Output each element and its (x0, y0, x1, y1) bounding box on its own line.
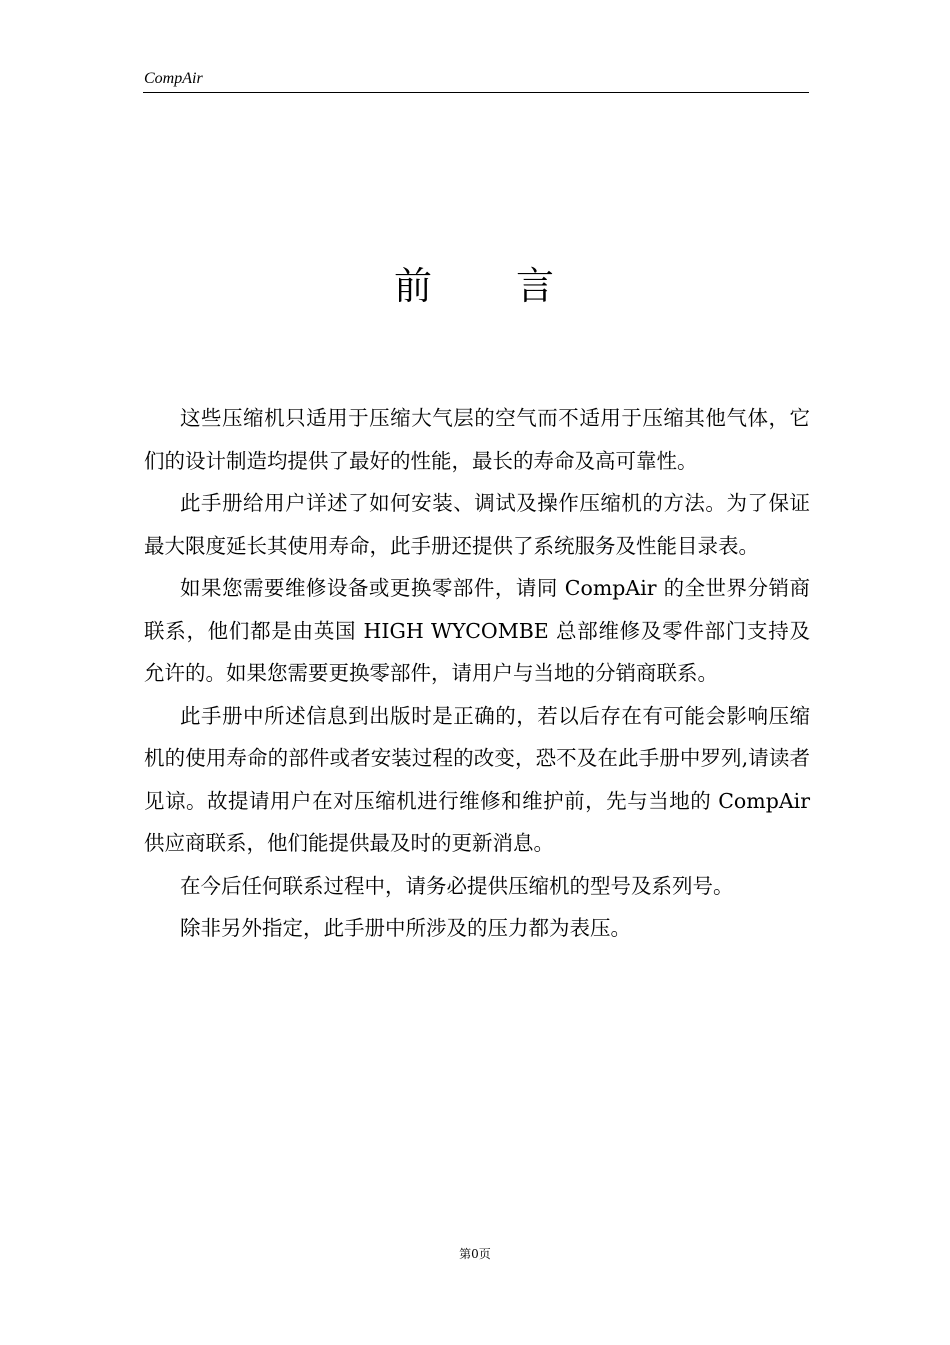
paragraph: 除非另外指定，此手册中所涉及的压力都为表压。 (180, 916, 631, 940)
paragraph: 此手册中所述信息到出版时是正确的，若以后存在有可能会影响压缩机的使用寿命的部件或者安装过程的改变，恐不及在此手册中罗列,请读者见谅。故提请用户在对压缩机进行维修和维护前，先与当地的 CompAir 供应商联系，他们能提供最及时的更新消息。 (144, 703, 810, 855)
paragraph: 如果您需要维修设备或更换零部件，请同 CompAir 的全世界分销商联系，他们都是由英国 HIGH WYCOMBE 总部维修及零件部门支持及允许的。如果您需要更换零部件，请用户与当地的分销商联系。 (144, 576, 810, 685)
preface-body (144, 397, 810, 950)
title-part-1: 前 (393, 264, 434, 308)
page-number: 第0页 (459, 1247, 491, 1261)
paragraph: 此手册给用户详述了如何安装、调试及操作压缩机的方法。为了保证最大限度延长其使用寿命，此手册还提供了系统服务及性能目录表。 (144, 491, 810, 558)
paragraph: 这些压缩机只适用于压缩大气层的空气而不适用于压缩其他气体，它们的设计制造均提供了最好的性能，最长的寿命及高可靠性。 (144, 406, 810, 473)
page-header (143, 68, 809, 93)
header-brand: CompAir (144, 70, 203, 87)
page-title (0, 256, 950, 316)
paragraph: 在今后任何联系过程中，请务必提供压缩机的型号及系列号。 (180, 873, 734, 898)
title-part-2: 言 (516, 264, 557, 308)
page-footer (0, 1245, 950, 1263)
